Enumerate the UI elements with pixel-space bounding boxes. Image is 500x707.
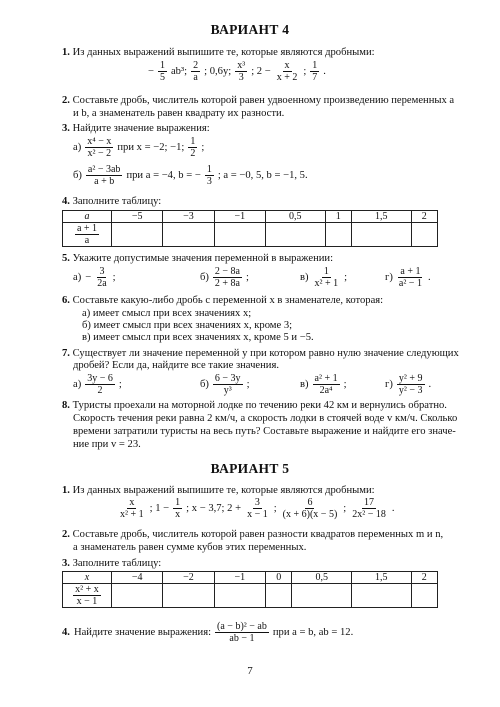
fraction: $\frac{1}{5}$ <box>159 60 165 83</box>
v4-task8-line1: 8. Туристы проехали на моторной лодке по течению реки 42 км и вернулись обратно. <box>62 400 447 411</box>
v4-task5: 5. Укажите допустимые значения переменной в выражении: <box>62 253 334 264</box>
v4-task7-a: а) $\frac{3y - 6}{2}$ ; <box>73 373 122 396</box>
v4-task3-a: а) $\frac{\text{x⁴ − x}}{\text{x² − 2}}$ при x = −2; −1; $\frac{1}{2}$ ; <box>73 136 205 159</box>
fraction: $\frac{1}{3}$ <box>206 164 212 187</box>
fraction: $\frac{\text{x² + x}}{x - 1}$ <box>75 584 99 607</box>
fraction: $\frac{a + 1}{\text{a² − 1}}$ <box>398 266 422 289</box>
v4-task6-b: б) имеет смысл при всех значениях x, кроме 3; <box>82 320 293 331</box>
fraction: $\frac{6}{(x + 6)(x - 5)}$ <box>282 497 338 520</box>
v4-task1: 1. Из данных выражений выпишите те, которые являются дробными: <box>62 47 375 58</box>
fraction: $\frac{\text{(a − b)² − ab}}{ab - 1}$ <box>217 621 267 644</box>
table-cell: −2 <box>163 572 214 584</box>
v5-task2-line1: 2. Составьте дробь, числитель которой равен разности квадратов переменных m и n, <box>62 529 444 540</box>
table-cell: −5 <box>112 211 163 223</box>
v4-task7-c: в) $\frac{\text{a² + 1}}{\text{2a⁴}}$ ; <box>300 373 347 396</box>
v4-task5-g: г) $\frac{a + 1}{\text{a² − 1}}$ . <box>385 266 431 289</box>
table-cell: 0,5 <box>265 211 325 223</box>
v4-task7-g: г) $\frac{\text{y² + 9}}{\text{y² − 3}}$ . <box>385 373 432 396</box>
table-cell: −3 <box>163 211 214 223</box>
v4-task5-a: а) − $\frac{3}{2a}$ ; <box>73 266 116 289</box>
fraction: $\frac{3y - 6}{2}$ <box>87 373 113 396</box>
v4-task6-c: в) имеет смысл при всех значениях x, кроме 5 и −5. <box>82 332 314 343</box>
table-cell: 2 <box>411 572 438 584</box>
fraction: $\frac{1}{7}$ <box>312 60 318 83</box>
table-cell: 1 <box>325 211 351 223</box>
table-row <box>63 584 438 608</box>
v4-value-table <box>62 210 438 247</box>
fraction: $\frac{2 - 8a}{2 + 8a}$ <box>214 266 240 289</box>
fraction: $\frac{\text{a² + 1}}{\text{2a⁴}}$ <box>314 373 338 396</box>
fraction: $\frac{2}{a}$ <box>193 60 199 83</box>
fraction: $\frac{x}{\text{x² + 1}}$ <box>120 497 144 520</box>
table-cell: 0,5 <box>292 572 352 584</box>
v4-task7-line1: 7. Существует ли значение переменной y при котором равно нулю значение следующих <box>62 348 459 359</box>
fraction: $\frac{6 - 3y}{\text{y³}}$ <box>214 373 241 396</box>
fraction: $\frac{1}{2}$ <box>190 136 196 159</box>
fraction: $\frac{\text{x³}}{3}$ <box>237 60 246 83</box>
v5-task1-expressions: $\frac{x}{\text{x² + 1}}$ ; 1 − $\frac{1}{x}$ ; x − 3,7; 2 + $\frac{3}{x - 1}$ ; $\frac{6}{(x + 6)(x - 5)}$ ; $\frac{17}{\text{2x² − 18}}$ . <box>120 497 395 520</box>
fraction: $\frac{a + 1}{a}$ <box>76 223 98 246</box>
table-cell: −1 <box>214 211 265 223</box>
v4-task6-a: а) имеет смысл при всех значениях x; <box>82 308 252 319</box>
v4-task7-line2: дробей? Если да, найдите все такие значения. <box>73 360 279 371</box>
v4-task4: 4. Заполните таблицу: <box>62 196 162 207</box>
v4-task8-line2: Скорость течения реки равна 2 км/ч, а скорость лодки в стоячей воде v км/ч. Сколько <box>73 413 458 424</box>
table-cell: 0 <box>265 572 291 584</box>
v4-task5-b: б) $\frac{2 - 8a}{2 + 8a}$ ; <box>200 266 249 289</box>
v4-task3: 3. Найдите значение выражения: <box>62 123 210 134</box>
table-row <box>63 223 438 247</box>
v4-task8-line4: ние при v = 23. <box>73 439 141 450</box>
fraction: $\frac{\text{a² − 3ab}}{a + b}$ <box>87 164 121 187</box>
table-cell: 1,5 <box>351 572 411 584</box>
table-row: x −4 −2 −1 0 0,5 1,5 2 <box>63 572 438 584</box>
table-row: a −5 −3 −1 0,5 1 1,5 2 <box>63 211 438 223</box>
fraction: $\frac{1}{\text{x² + 1}}$ <box>314 266 339 289</box>
v5-task3: 3. Заполните таблицу: <box>62 558 162 569</box>
fraction: $\frac{1}{x}$ <box>175 497 181 520</box>
v5-task4: 4. Найдите значение выражения: $\frac{\text{(a − b)² − ab}}{ab - 1}$ при a = b, ab = 12. <box>62 621 354 644</box>
v5-task2-line2: а знаменатель равен сумме кубов этих переменных. <box>73 542 307 553</box>
v4-task2-line2: и b, а знаменатель равен квадрату их разности. <box>73 108 285 119</box>
v4-task2-line1: 2. Составьте дробь, числитель которой равен удвоенному произведению переменных a <box>62 95 455 106</box>
fraction: $\frac{3}{x - 1}$ <box>247 497 268 520</box>
v4-task1-expressions: − $\frac{1}{5}$ ab³; $\frac{2}{a}$ ; 0,6y; $\frac{\text{x³}}{3}$ ; 2 − $\frac{x}{x + 2}$ ; $\frac{1}{7}$ . <box>148 60 326 83</box>
table-cell: 1,5 <box>351 211 411 223</box>
fraction: $\frac{\text{y² + 9}}{\text{y² − 3}}$ <box>398 373 423 396</box>
fraction: $\frac{3}{2a}$ <box>97 266 107 289</box>
fraction: $\frac{x}{x + 2}$ <box>276 60 298 83</box>
v4-task8-line3: времени затратили туристы на весь путь? Составьте выражение и найдите его значе- <box>73 426 456 437</box>
v4-task5-c: в) $\frac{1}{\text{x² + 1}}$ ; <box>300 266 348 289</box>
page-number: 7 <box>247 665 253 677</box>
variant-4-title: ВАРИАНТ 4 <box>210 22 290 37</box>
table-cell: −1 <box>214 572 265 584</box>
v4-task7-b: б) $\frac{6 - 3y}{\text{y³}}$ ; <box>200 373 250 396</box>
table-cell: −4 <box>112 572 163 584</box>
v4-task6: 6. Составьте какую-либо дробь с переменной x в знаменателе, которая: <box>62 295 384 306</box>
variant-5-title: ВАРИАНТ 5 <box>210 461 290 476</box>
v5-task1: 1. Из данных выражений выпишите те, которые являются дробными: <box>62 485 375 496</box>
v5-value-table <box>62 571 438 608</box>
fraction: $\frac{\text{x⁴ − x}}{\text{x² − 2}}$ <box>87 136 112 159</box>
fraction: $\frac{17}{\text{2x² − 18}}$ <box>352 497 386 520</box>
v4-task3-b: б) $\frac{\text{a² − 3ab}}{a + b}$ при a = −4, b = − $\frac{1}{3}$ ; a = −0, 5, b = −1, 5. <box>73 164 308 187</box>
table-cell: 2 <box>411 211 438 223</box>
